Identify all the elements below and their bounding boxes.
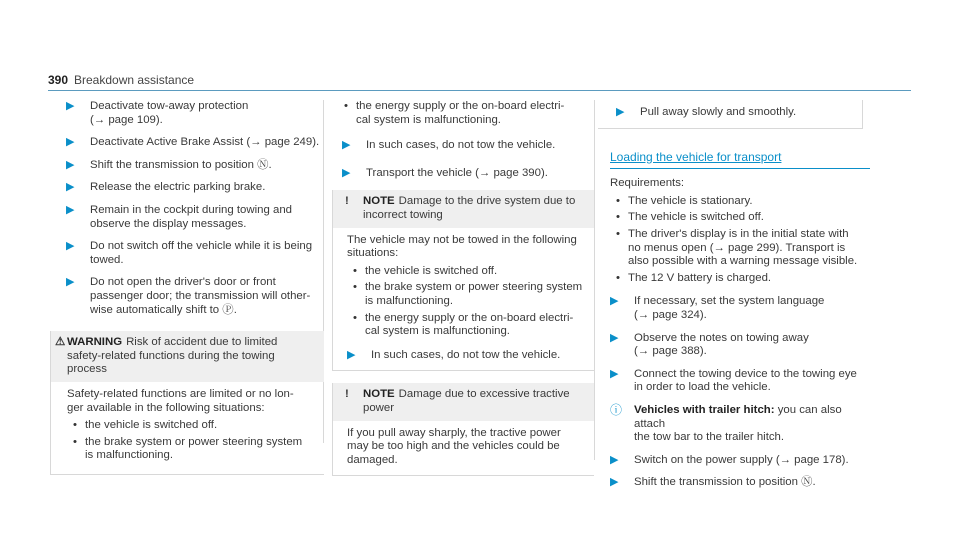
info-note: ⓘ Vehicles with trailer hitch: you can also attach the tow bar to the trailer hitch.: [610, 402, 842, 444]
step-arrow-icon: ▶: [342, 166, 351, 179]
instruction-step: ▶ Deactivate Active Brake Assist (→ page 249).: [66, 136, 320, 149]
step-arrow-icon: ▶: [66, 240, 75, 253]
list-item: • The 12 V battery is charged.: [616, 271, 772, 284]
requirements-label: Requirements:: [610, 177, 685, 190]
instruction-step: ▶ If necessary, set the system language (→ page 324).: [610, 295, 825, 321]
note-header: ! NOTE Damage due to excessive tractive power: [333, 383, 594, 420]
instruction-step: ▶ Do not open the driver's door or front passenger door; the transmission will other- wise automatically shift to Ⓟ.: [66, 276, 311, 316]
warning-header: ⚠ WARNING Risk of accident due to limited safety-related functions during the towing process: [51, 331, 324, 382]
warning-box: [50, 331, 324, 475]
note-box: [332, 383, 594, 476]
info-icon: ⓘ: [610, 402, 623, 417]
instruction-step: ▶ Deactivate tow-away protection (→ page 109).: [66, 100, 249, 126]
list-item: • the vehicle is switched off.: [73, 419, 218, 432]
exclamation-icon: !: [345, 195, 349, 208]
instruction-step: ▶ Observe the notes on towing away (→ page 388).: [610, 331, 809, 358]
bullet-icon: •: [616, 211, 620, 224]
list-item: • the energy supply or the on-board electri- cal system is malfunctioning.: [344, 100, 565, 126]
instruction-step: ▶ Connect the towing device to the towing eye in order to load the vehicle.: [610, 367, 857, 394]
step-arrow-icon: ▶: [610, 331, 619, 344]
step-arrow-icon: ▶: [66, 181, 75, 194]
warning-triangle-icon: ⚠: [55, 336, 66, 349]
step-arrow-icon: ▶: [610, 476, 619, 489]
note-box: [332, 190, 594, 371]
column-divider: [594, 100, 595, 460]
note-header: ! NOTE Damage to the drive system due to incorrect towing: [333, 190, 594, 227]
instruction-step: ▶ In such cases, do not tow the vehicle.: [342, 139, 556, 152]
step-arrow-icon: ▶: [342, 139, 351, 152]
bullet-icon: •: [353, 281, 357, 294]
bullet-icon: •: [73, 419, 77, 432]
instruction-step: ▶ Switch on the power supply (→ page 178).: [610, 453, 849, 466]
step-arrow-icon: ▶: [66, 136, 75, 149]
bullet-icon: •: [353, 311, 357, 324]
list-item: • the brake system or power steering system is malfunctioning.: [353, 281, 583, 307]
step-arrow-icon: ▶: [610, 295, 619, 308]
step-arrow-icon: ▶: [66, 158, 75, 171]
list-item: • the brake system or power steering system is malfunctioning.: [73, 435, 303, 462]
step-arrow-icon: ▶: [66, 276, 75, 289]
step-arrow-icon: ▶: [66, 100, 75, 112]
exclamation-icon: !: [345, 388, 349, 401]
page-section-title: Breakdown assistance: [74, 73, 195, 87]
instruction-step: ▶ Remain in the cockpit during towing and observe the display messages.: [66, 203, 292, 230]
bullet-icon: •: [73, 435, 77, 448]
step-arrow-icon: ▶: [610, 367, 619, 380]
instruction-step: ▶ Do not switch off the vehicle while it is being towed.: [66, 240, 313, 266]
instruction-step: ▶ Release the electric parking brake.: [66, 181, 266, 194]
list-item: • The vehicle is stationary.: [616, 194, 753, 207]
bullet-icon: •: [353, 264, 357, 277]
instruction-step: ▶ Transport the vehicle (→ page 390).: [342, 166, 548, 179]
list-item: • the energy supply or the on-board electri- cal system is malfunctioning.: [353, 311, 574, 338]
column-1: [55, 100, 324, 475]
instruction-step: ▶ In such cases, do not tow the vehicle.: [347, 348, 561, 361]
list-item: • the vehicle is switched off.: [353, 264, 498, 277]
section-heading: Loading the vehicle for transport: [610, 151, 870, 170]
column-3: [598, 100, 866, 499]
instruction-step: ▶ Shift the transmission to position Ⓝ.: [66, 158, 272, 171]
column-2: [342, 100, 594, 476]
bullet-icon: •: [616, 194, 620, 207]
list-item: • The vehicle is switched off.: [616, 211, 764, 224]
header-divider: [48, 90, 911, 91]
bullet-icon: •: [344, 100, 348, 112]
instruction-step: ▶ Pull away slowly and smoothly.: [616, 106, 797, 118]
note-body: If you pull away sharply, the tractive power may be too high and the vehicles could be damaged.: [347, 426, 561, 466]
pull-away-box: [598, 100, 863, 129]
step-arrow-icon: ▶: [66, 203, 75, 216]
instruction-step: ▶ Shift the transmission to position Ⓝ.: [610, 476, 816, 489]
warning-body: Safety-related functions are limited or no lon- ger available in the following situations: • the vehicle is switched off. • the brake system or power steering system is malfunctioning.: [67, 382, 324, 474]
step-arrow-icon: ▶: [616, 106, 625, 118]
step-arrow-icon: ▶: [610, 453, 619, 466]
bullet-icon: •: [616, 271, 620, 284]
page-number: 390: [48, 73, 69, 87]
step-arrow-icon: ▶: [347, 348, 356, 361]
note-body: The vehicle may not be towed in the following situations: • the vehicle is switched off. • the brake system or power steering system is malfunctioning. • the energy supply or the on-board electri- cal system is malfunctioning. ▶ In such cases, do not tow the vehicle.: [343, 228, 594, 371]
bullet-icon: •: [616, 227, 620, 240]
list-item: • The driver's display is in the initial state with no menus open (→ page 299). Transport is also possible with a warning message visible.: [616, 227, 858, 268]
